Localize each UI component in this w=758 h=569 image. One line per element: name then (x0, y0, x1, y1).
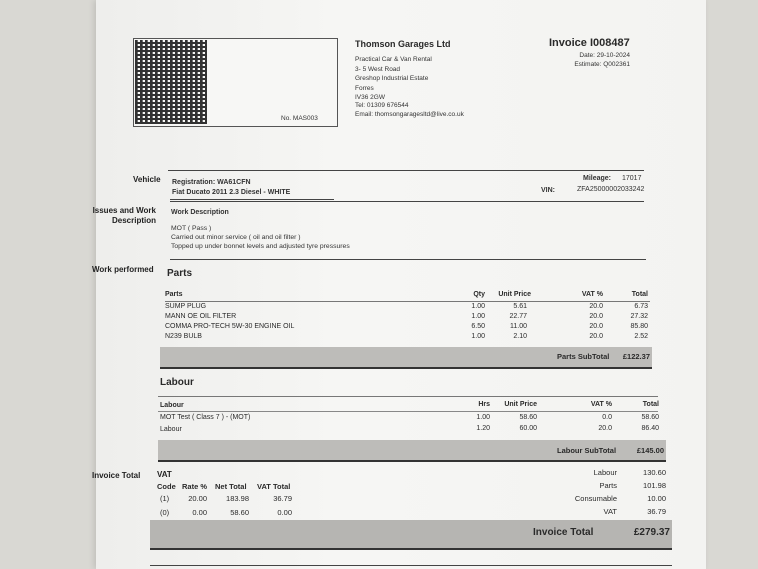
address-line: 3- 5 West Road (355, 65, 401, 73)
company-address (355, 55, 432, 103)
divider (150, 565, 672, 566)
vin-value: ZFA25000002033242 (577, 186, 645, 193)
document-number: No. MAS003 (281, 115, 318, 122)
vat-net: 183.98 (226, 494, 249, 503)
part-name: MANN OE OIL FILTER (165, 313, 237, 320)
company-name: Thomson Garages Ltd (355, 39, 451, 49)
parts-col-total: Total (631, 291, 648, 298)
invoice-total-label: Invoice Total (92, 471, 141, 480)
work-performed-label: Work performed (92, 265, 154, 274)
grand-total-value: £279.37 (633, 527, 670, 538)
divider (158, 460, 666, 462)
parts-col-vat: VAT % (581, 291, 603, 298)
vat-col-rate: Rate % (182, 482, 208, 491)
part-unit-price: 22.77 (509, 313, 527, 320)
vat-rate: 20.00 (188, 494, 207, 503)
company-tel: Tel: 01309 676544 (355, 102, 409, 109)
divider (158, 411, 658, 412)
vat-col-net: Net Total (215, 482, 247, 491)
logo-box (133, 38, 338, 127)
parts-col-parts: Parts (165, 291, 183, 298)
labour-hrs: 1.20 (476, 425, 490, 432)
part-qty: 6.50 (471, 323, 485, 330)
divider (170, 201, 644, 202)
part-vat: 20.0 (589, 323, 603, 330)
vehicle-model: Fiat Ducato 2011 2.3 Diesel - WHITE (172, 189, 291, 196)
summary-label: VAT (603, 507, 617, 516)
parts-col-qty: Qty (473, 291, 485, 298)
part-unit-price: 5.61 (513, 303, 527, 310)
address-line: Greshop Industrial Estate (355, 75, 429, 82)
work-description-line: MOT ( Pass ) (171, 225, 212, 232)
summary-label: Consumable (574, 494, 617, 503)
labour-col-vat: VAT % (590, 401, 612, 408)
part-total: 6.73 (634, 303, 648, 310)
part-name: N239 BULB (165, 333, 202, 340)
vat-code: (0) (160, 508, 170, 517)
labour-description: MOT Test ( Class 7 ) - (MOT) (160, 414, 251, 421)
labour-vat: 20.0 (598, 425, 612, 432)
issues-label-line: Issues and Work (92, 206, 156, 215)
vin-label: VIN: (541, 187, 555, 194)
company-email: Email: thomsongaragesltd@live.co.uk (355, 111, 464, 118)
divider (160, 367, 652, 369)
part-vat: 20.0 (589, 303, 603, 310)
labour-total: 58.60 (641, 414, 659, 421)
invoice-title: Invoice I008487 (549, 37, 630, 49)
address-line: IV36 2GW (355, 94, 385, 101)
vat-rate: 0.00 (192, 508, 207, 517)
part-name: COMMA PRO-TECH 5W-30 ENGINE OIL (165, 323, 295, 330)
labour-col-hrs: Hrs (478, 401, 490, 408)
mileage-value: 17017 (622, 175, 642, 182)
labour-total: 86.40 (641, 425, 659, 432)
invoice-date: Date: 29-10-2024 (579, 52, 630, 59)
summary-value: 130.60 (643, 468, 666, 477)
parts-subtotal-label: Parts SubTotal (557, 352, 610, 361)
vehicle-label: Vehicle (133, 175, 161, 184)
part-unit-price: 2.10 (513, 333, 527, 340)
parts-subtotal-value: £122.37 (622, 352, 650, 361)
labour-subtotal-label: Labour SubTotal (557, 446, 617, 455)
summary-label: Labour (593, 468, 617, 477)
divider (158, 396, 658, 397)
labour-heading: Labour (160, 377, 194, 388)
part-total: 27.32 (630, 313, 648, 320)
part-name: SUMP PLUG (165, 303, 207, 310)
vat-net: 58.60 (230, 508, 249, 517)
divider (168, 170, 644, 171)
divider (170, 199, 334, 200)
grand-total-label: Invoice Total (533, 527, 594, 538)
part-unit-price: 11.00 (510, 323, 527, 330)
labour-description: Labour (160, 426, 182, 433)
labour-vat: 0.0 (602, 414, 612, 421)
vat-total: 36.79 (273, 494, 292, 503)
labour-subtotal-value: £145.00 (636, 446, 664, 455)
labour-col-unit-price: Unit Price (504, 401, 537, 408)
work-description-line: Carried out minor service ( oil and oil filter ) (171, 234, 301, 241)
work-description-text (171, 224, 350, 251)
divider (150, 548, 672, 550)
part-total: 2.52 (634, 333, 648, 340)
invoice-total-band (150, 520, 672, 548)
mileage-label: Mileage: (583, 175, 612, 182)
issues-label (92, 206, 156, 226)
part-vat: 20.0 (589, 333, 603, 340)
address-line: Forres (355, 84, 374, 92)
address-line: Practical Car & Van Rental (355, 56, 432, 63)
labour-unit-price: 60.00 (519, 425, 537, 432)
part-qty: 1.00 (471, 303, 485, 310)
summary-label: Parts (599, 481, 617, 490)
vat-col-code: Code (157, 482, 176, 491)
work-description-heading: Work Description (171, 209, 229, 216)
summary-value: 10.00 (647, 494, 666, 503)
parts-heading: Parts (167, 268, 193, 279)
divider (170, 259, 646, 260)
labour-col-total: Total (642, 401, 659, 408)
summary-value: 36.79 (647, 507, 666, 516)
vat-heading: VAT (157, 470, 172, 479)
vat-code: (1) (160, 494, 170, 503)
labour-hrs: 1.00 (476, 414, 490, 421)
vehicle-registration: Registration: WA61CFN (172, 179, 251, 186)
parts-col-unit-price: Unit Price (498, 291, 531, 298)
issues-label-line: Description (111, 216, 156, 225)
redacted-logo-image (135, 40, 207, 124)
part-qty: 1.00 (471, 313, 485, 320)
work-description-line: Topped up under bonnet levels and adjusted tyre pressures (171, 243, 350, 250)
vat-total: 0.00 (277, 508, 292, 517)
part-qty: 1.00 (471, 333, 485, 340)
divider (165, 301, 650, 302)
summary-value: 101.98 (643, 481, 666, 490)
part-total: 85.80 (630, 323, 648, 330)
labour-col-labour: Labour (160, 402, 184, 409)
invoice-estimate: Estimate: Q002361 (574, 61, 630, 68)
labour-unit-price: 58.60 (519, 414, 537, 421)
vat-col-vat: VAT Total (257, 482, 291, 491)
part-vat: 20.0 (589, 313, 603, 320)
